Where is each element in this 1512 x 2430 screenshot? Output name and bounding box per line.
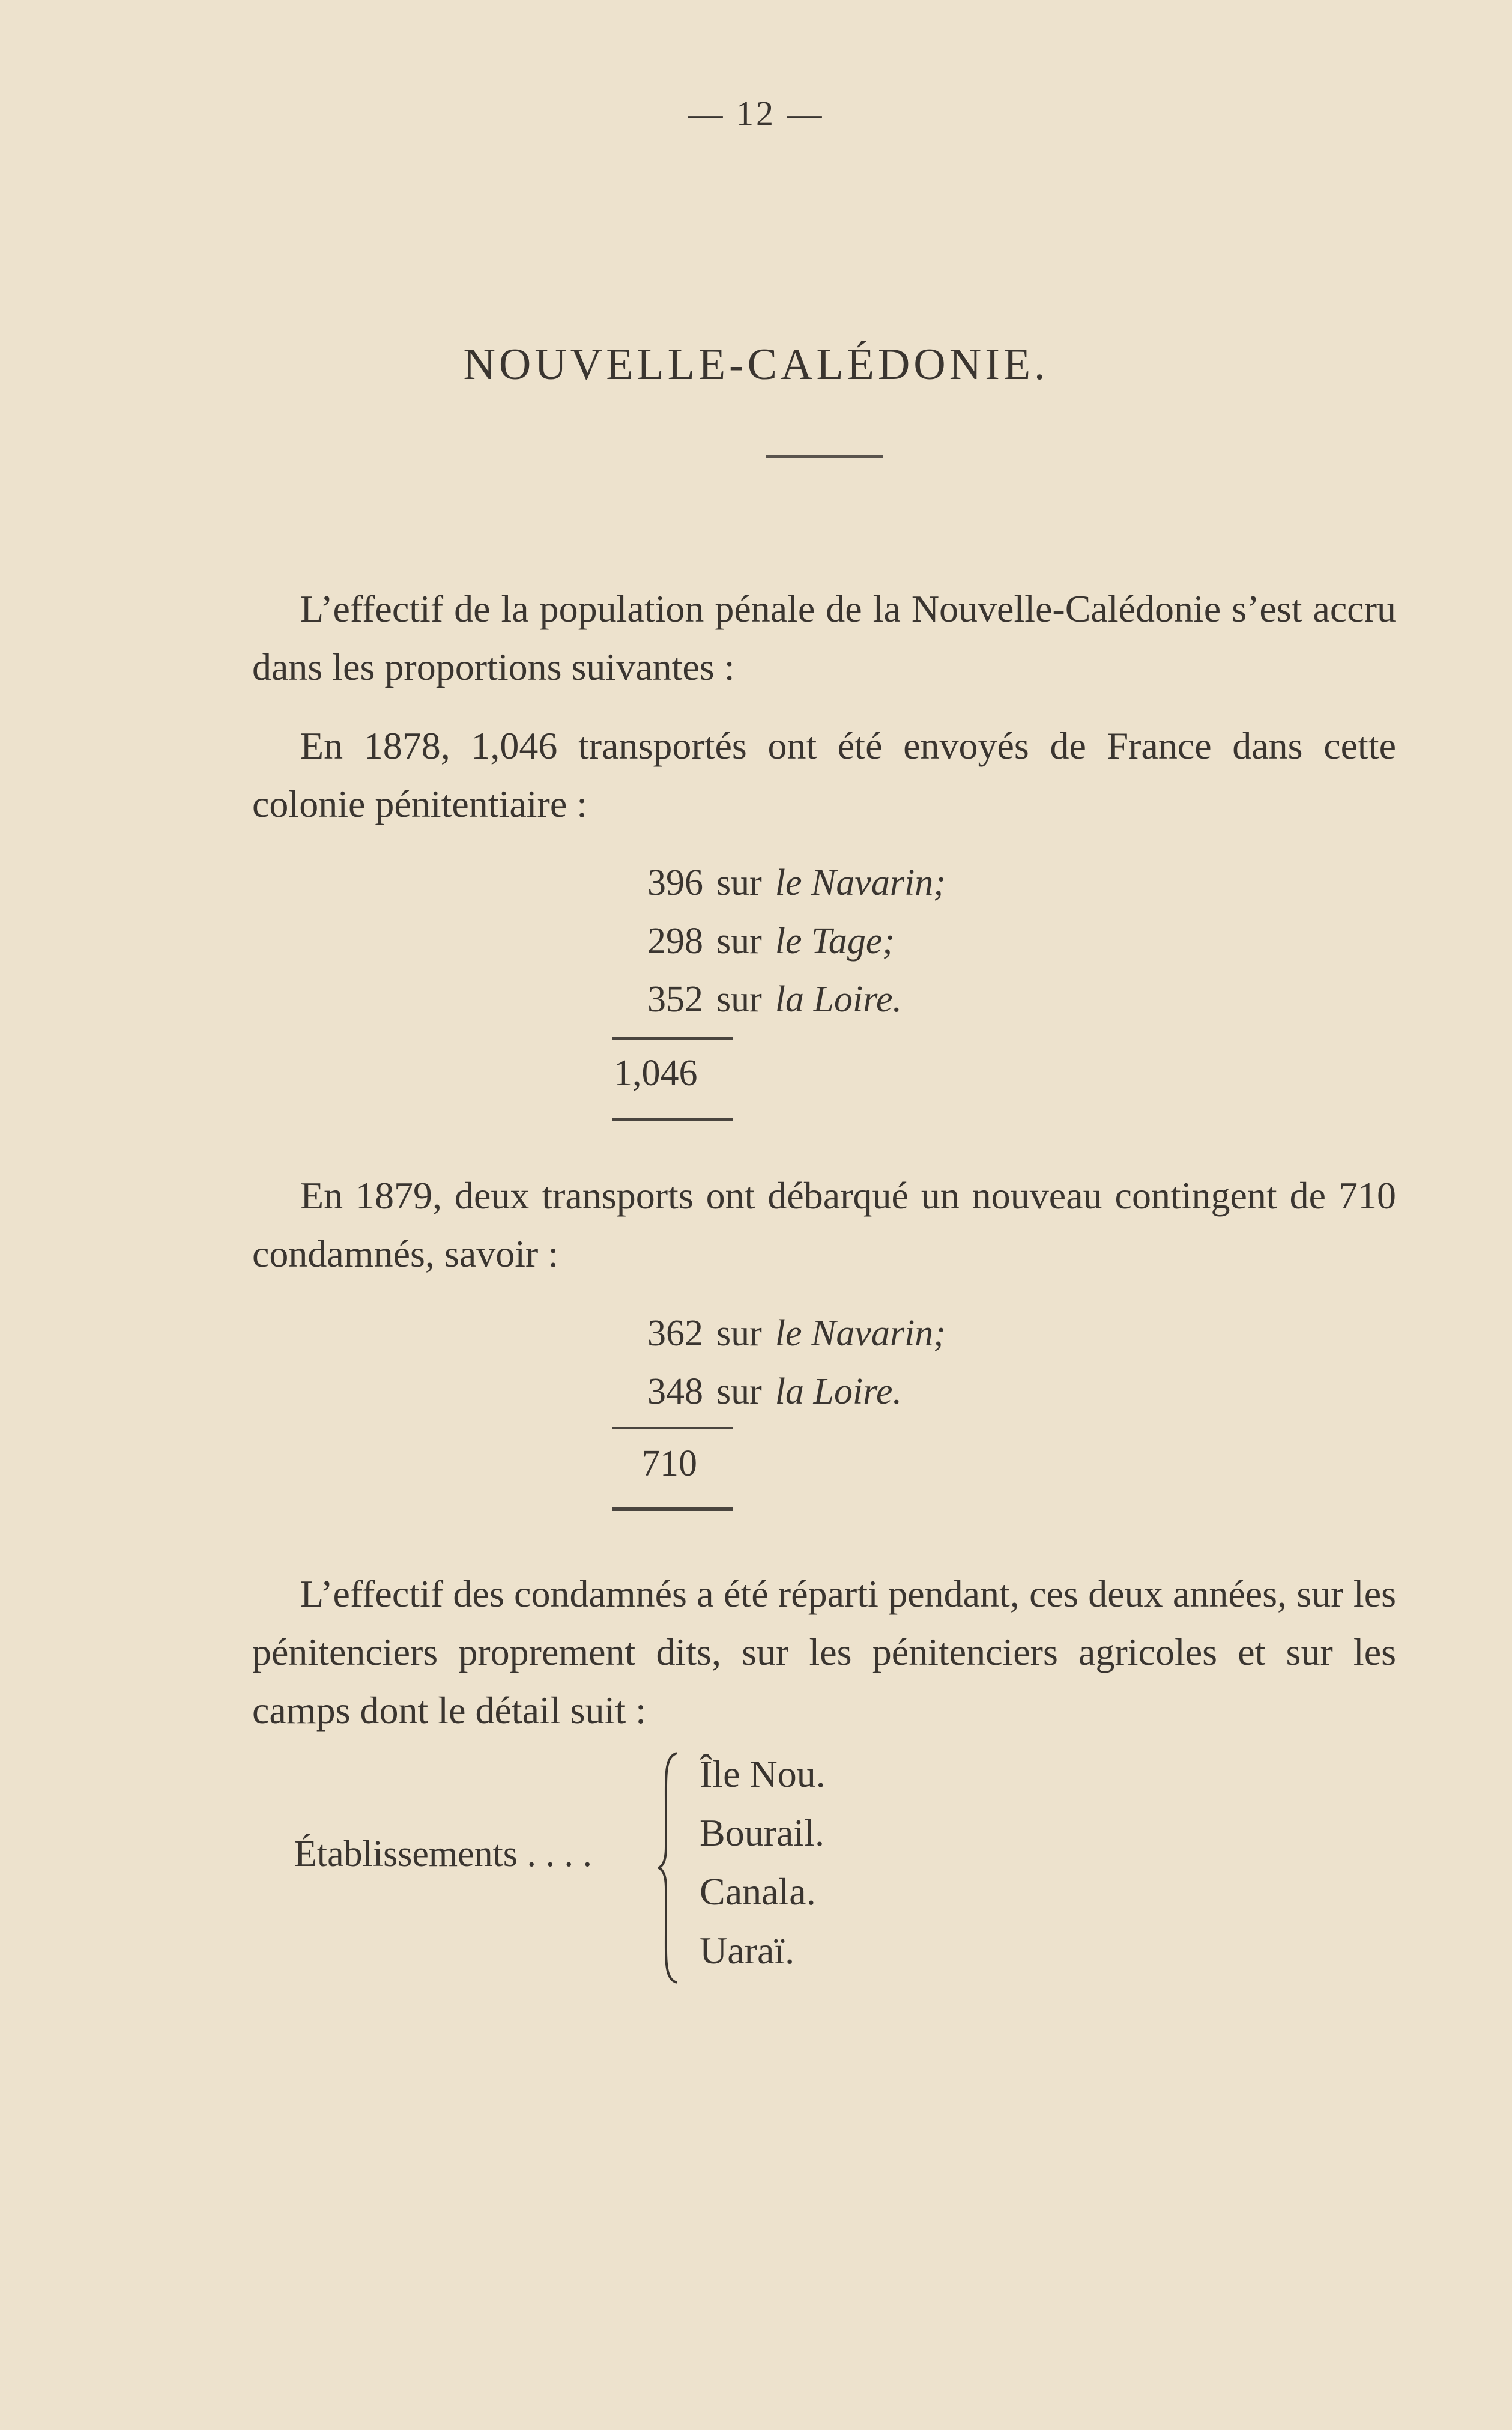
sum-rule xyxy=(612,1427,733,1429)
shipment-line xyxy=(647,854,946,912)
establishment-item: Canala. xyxy=(700,1870,816,1913)
total-underline xyxy=(612,1118,733,1121)
ship-name: le Tage; xyxy=(775,921,895,962)
shipment-count: 348 xyxy=(647,1371,703,1412)
shipment-prep: sur xyxy=(716,979,762,1020)
establishment-item: Uaraï. xyxy=(700,1929,795,1972)
ship-name: le Navarin; xyxy=(775,1313,946,1354)
establishments-label: Établissements . . . . xyxy=(294,1834,592,1874)
shipment-count: 352 xyxy=(647,979,703,1020)
shipment-total-1879: 710 xyxy=(641,1443,697,1484)
shipment-count: 396 xyxy=(647,862,703,903)
page-number: — 12 — xyxy=(688,94,824,133)
paragraph-1878: En 1878, 1,046 transportés ont été envoyés de France dans cette colonie pénitentiaire : xyxy=(252,724,1396,825)
shipment-total-1878: 1,046 xyxy=(614,1053,698,1094)
shipment-line xyxy=(647,971,946,1029)
total-underline xyxy=(612,1507,733,1511)
shipment-count: 298 xyxy=(647,921,703,962)
shipment-prep: sur xyxy=(716,862,762,903)
section-title: NOUVELLE-CALÉDONIE. xyxy=(463,340,1049,389)
shipment-list-1878 xyxy=(647,854,946,1029)
shipment-list-1879 xyxy=(647,1304,946,1421)
ship-name: la Loire. xyxy=(775,979,903,1020)
shipment-line xyxy=(647,1363,946,1421)
ship-name: la Loire. xyxy=(775,1371,903,1412)
shipment-count: 362 xyxy=(647,1313,703,1354)
shipment-line xyxy=(647,912,946,971)
shipment-prep: sur xyxy=(716,1371,762,1412)
shipment-prep: sur xyxy=(716,1313,762,1354)
shipment-prep: sur xyxy=(716,921,762,962)
ship-name: le Navarin; xyxy=(775,862,946,903)
paragraph-distribution: L’effectif des condamnés a été réparti pendant, ces deux années, sur les pénitenciers proprement dits, sur les pénitenciers agricoles et sur les camps dont le détail suit : xyxy=(252,1572,1396,1732)
paragraph-1879: En 1879, deux transports ont débarqué un nouveau contingent de 710 condamnés, savoir : xyxy=(252,1174,1396,1275)
sum-rule xyxy=(612,1037,733,1040)
curly-brace-icon xyxy=(658,1751,682,1985)
establishment-item: Île Nou. xyxy=(700,1753,826,1795)
shipment-line xyxy=(647,1304,946,1363)
establishments-list xyxy=(700,1745,826,1980)
title-divider xyxy=(766,455,883,458)
establishment-item: Bourail. xyxy=(700,1811,824,1854)
paragraph-intro: L’effectif de la population pénale de la Nouvelle-Calédonie s’est accru dans les proportions suivantes : xyxy=(252,587,1396,688)
